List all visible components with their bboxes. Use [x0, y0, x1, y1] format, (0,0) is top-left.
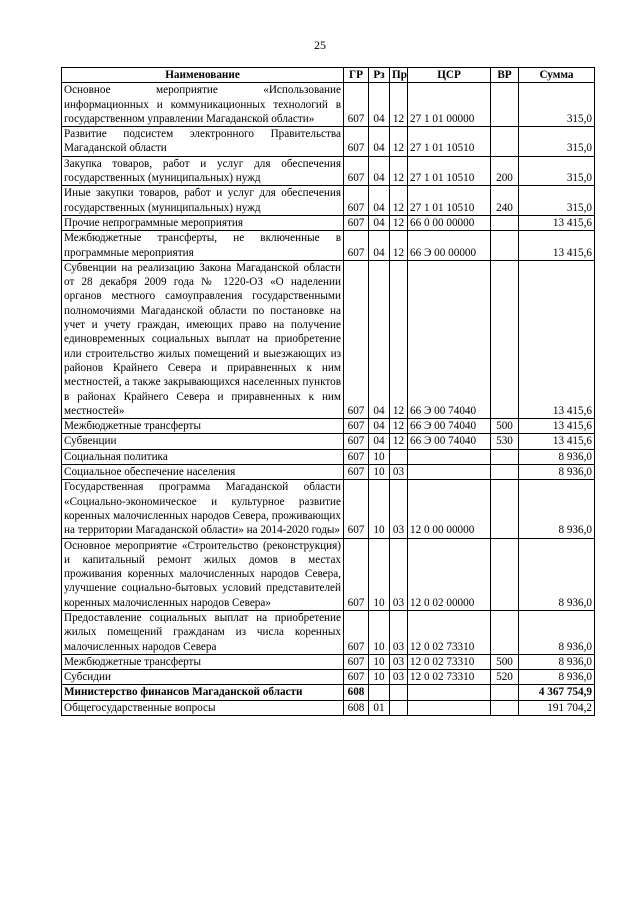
row-gr: 607 [344, 654, 369, 669]
row-name: Субвенции на реализацию Закона Магаданской области от 28 декабря 2009 года № 1220-ОЗ «О наделении органов местного самоуправления государственными полномочиями Магаданской области по постановке на учет и учету граждан, имеющих право на получение единовременных социальных выплат на приобретение или строительство жилых помещений и выезжающих из районов Крайнего Севера и приравненных к ним местностей, а также закрывающихся населенных пунктов в районах Крайнего Севера и приравненных к ним местностей» [62, 260, 344, 418]
row-vr [491, 538, 519, 610]
row-name: Межбюджетные трансферты [62, 654, 344, 669]
row-vr: 530 [491, 434, 519, 449]
row-vr [491, 260, 519, 418]
row-rz: 04 [369, 260, 390, 418]
row-rz: 10 [369, 465, 390, 480]
row-pr: 12 [390, 156, 408, 186]
row-name: Межбюджетные трансферты, не включенные в программные мероприятия [62, 231, 344, 261]
row-csr: 66 0 00 00000 [408, 215, 491, 230]
row-csr: 12 0 02 73310 [408, 610, 491, 654]
table-row [62, 156, 595, 186]
row-vr [491, 127, 519, 157]
row-vr [491, 231, 519, 261]
row-vr: 200 [491, 156, 519, 186]
row-vr [491, 610, 519, 654]
row-gr: 607 [344, 127, 369, 157]
row-sum: 13 415,6 [519, 434, 595, 449]
row-sum: 13 415,6 [519, 215, 595, 230]
row-name: Основное мероприятие «Использование информационных и коммуникационных технологий в государственном управлении Магаданской области» [62, 83, 344, 127]
row-gr: 607 [344, 434, 369, 449]
row-gr: 607 [344, 419, 369, 434]
row-gr: 607 [344, 465, 369, 480]
row-rz: 04 [369, 215, 390, 230]
row-pr [390, 449, 408, 464]
table-row [62, 538, 595, 610]
row-sum: 8 936,0 [519, 449, 595, 464]
table-row [62, 670, 595, 685]
table-row [62, 685, 595, 700]
row-pr: 03 [390, 610, 408, 654]
header-name: Наименование [62, 68, 344, 83]
row-sum: 8 936,0 [519, 670, 595, 685]
row-csr: 27 1 01 10510 [408, 156, 491, 186]
row-gr: 607 [344, 83, 369, 127]
table-row [62, 231, 595, 261]
row-csr: 12 0 02 73310 [408, 654, 491, 669]
row-vr [491, 215, 519, 230]
row-name: Министерство финансов Магаданской области [62, 685, 344, 700]
row-gr: 608 [344, 685, 369, 700]
row-sum: 191 704,2 [519, 700, 595, 715]
row-sum: 13 415,6 [519, 231, 595, 261]
row-sum: 8 936,0 [519, 610, 595, 654]
row-csr: 66 Э 00 74040 [408, 434, 491, 449]
row-pr [390, 685, 408, 700]
row-gr: 607 [344, 538, 369, 610]
row-vr [491, 83, 519, 127]
row-name: Субвенции [62, 434, 344, 449]
row-rz [369, 685, 390, 700]
row-sum: 315,0 [519, 186, 595, 216]
page-number: 25 [314, 38, 326, 52]
row-pr: 03 [390, 670, 408, 685]
row-rz: 10 [369, 538, 390, 610]
header-csr: ЦСР [408, 68, 491, 83]
row-pr [390, 700, 408, 715]
header-pr: Пр [390, 68, 408, 83]
row-rz: 04 [369, 156, 390, 186]
row-rz: 10 [369, 610, 390, 654]
row-rz: 04 [369, 419, 390, 434]
row-sum: 13 415,6 [519, 419, 595, 434]
row-gr: 607 [344, 610, 369, 654]
row-rz: 04 [369, 83, 390, 127]
row-sum: 315,0 [519, 156, 595, 186]
table-row [62, 654, 595, 669]
row-pr: 12 [390, 127, 408, 157]
row-sum: 8 936,0 [519, 654, 595, 669]
row-csr: 27 1 01 10510 [408, 127, 491, 157]
row-pr: 03 [390, 654, 408, 669]
row-name: Закупка товаров, работ и услуг для обеспечения государственных (муниципальных) нужд [62, 156, 344, 186]
row-gr: 607 [344, 260, 369, 418]
row-name: Межбюджетные трансферты [62, 419, 344, 434]
header-vr: ВР [491, 68, 519, 83]
row-sum: 8 936,0 [519, 480, 595, 538]
row-csr: 12 0 02 00000 [408, 538, 491, 610]
row-csr: 66 Э 00 74040 [408, 419, 491, 434]
row-name: Иные закупки товаров, работ и услуг для обеспечения государственных (муниципальных) нужд [62, 186, 344, 216]
row-csr: 66 Э 00 74040 [408, 260, 491, 418]
row-csr [408, 465, 491, 480]
row-csr [408, 449, 491, 464]
row-csr: 27 1 01 00000 [408, 83, 491, 127]
row-vr [491, 700, 519, 715]
row-vr: 240 [491, 186, 519, 216]
table-row [62, 127, 595, 157]
row-name: Общегосударственные вопросы [62, 700, 344, 715]
row-name: Социальное обеспечение населения [62, 465, 344, 480]
row-gr: 607 [344, 156, 369, 186]
row-gr: 607 [344, 215, 369, 230]
row-vr [491, 449, 519, 464]
row-csr: 66 Э 00 00000 [408, 231, 491, 261]
table-row [62, 610, 595, 654]
row-gr: 607 [344, 670, 369, 685]
row-pr: 03 [390, 538, 408, 610]
row-csr: 12 0 02 73310 [408, 670, 491, 685]
row-vr: 500 [491, 654, 519, 669]
row-pr: 12 [390, 186, 408, 216]
header-gr: ГР [344, 68, 369, 83]
table-row [62, 215, 595, 230]
row-sum: 315,0 [519, 83, 595, 127]
row-vr [491, 685, 519, 700]
row-rz: 10 [369, 670, 390, 685]
row-name: Субсидии [62, 670, 344, 685]
row-name: Основное мероприятие «Строительство (реконструкция) и капитальный ремонт жилых домов в местах проживания коренных малочисленных народов Севера, улучшение социально-бытовых условий представителей коренных малочисленных народов Севера» [62, 538, 344, 610]
table-row [62, 700, 595, 715]
row-rz: 10 [369, 654, 390, 669]
row-vr: 500 [491, 419, 519, 434]
row-csr: 27 1 01 10510 [408, 186, 491, 216]
table-row [62, 434, 595, 449]
header-rz: Рз [369, 68, 390, 83]
row-gr: 607 [344, 231, 369, 261]
row-name: Государственная программа Магаданской области «Социально-экономическое и культурное развитие коренных малочисленных народов Севера, проживающих на территории Магаданской области» на 2014-2020 годы» [62, 480, 344, 538]
row-gr: 607 [344, 449, 369, 464]
row-name: Прочие непрограммные мероприятия [62, 215, 344, 230]
row-pr: 12 [390, 260, 408, 418]
row-vr: 520 [491, 670, 519, 685]
row-pr: 12 [390, 231, 408, 261]
row-sum: 315,0 [519, 127, 595, 157]
row-pr: 12 [390, 215, 408, 230]
budget-table [61, 67, 595, 716]
row-pr: 12 [390, 419, 408, 434]
header-sum: Сумма [519, 68, 595, 83]
table-row [62, 449, 595, 464]
row-name: Развитие подсистем электронного Правительства Магаданской области [62, 127, 344, 157]
row-name: Предоставление социальных выплат на приобретение жилых помещений гражданам из числа коренных малочисленных народов Севера [62, 610, 344, 654]
row-rz: 01 [369, 700, 390, 715]
row-name: Социальная политика [62, 449, 344, 464]
table-row [62, 83, 595, 127]
row-sum: 8 936,0 [519, 538, 595, 610]
row-gr: 607 [344, 480, 369, 538]
row-pr: 12 [390, 83, 408, 127]
row-rz: 04 [369, 186, 390, 216]
row-rz: 04 [369, 127, 390, 157]
row-gr: 607 [344, 186, 369, 216]
row-pr: 03 [390, 480, 408, 538]
row-gr: 608 [344, 700, 369, 715]
table-row [62, 186, 595, 216]
row-rz: 10 [369, 449, 390, 464]
table-row [62, 419, 595, 434]
row-sum: 13 415,6 [519, 260, 595, 418]
row-sum: 8 936,0 [519, 465, 595, 480]
row-pr: 03 [390, 465, 408, 480]
table-row [62, 465, 595, 480]
row-vr [491, 480, 519, 538]
row-vr [491, 465, 519, 480]
table-row [62, 260, 595, 418]
row-csr [408, 685, 491, 700]
row-rz: 04 [369, 231, 390, 261]
row-rz: 10 [369, 480, 390, 538]
row-pr: 12 [390, 434, 408, 449]
row-csr: 12 0 00 00000 [408, 480, 491, 538]
row-sum: 4 367 754,9 [519, 685, 595, 700]
table-row [62, 480, 595, 538]
table-header-row [62, 68, 595, 83]
row-rz: 04 [369, 434, 390, 449]
row-csr [408, 700, 491, 715]
